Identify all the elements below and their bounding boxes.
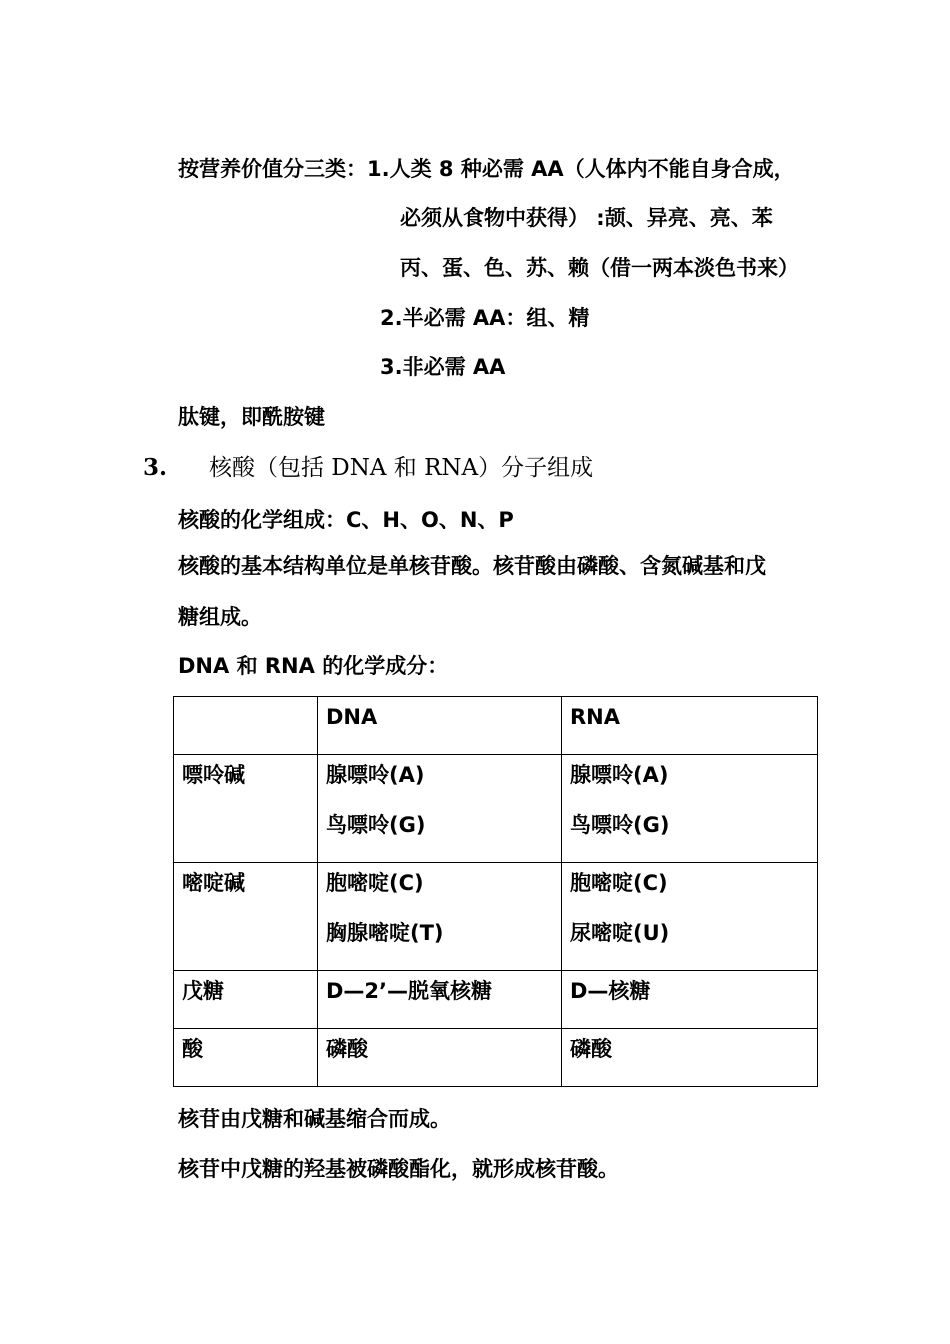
rna-cell: 腺嘌呤(A) 鸟嘌呤(G) bbox=[562, 755, 818, 863]
rna-cell: 胞嘧啶(C) 尿嘧啶(U) bbox=[562, 863, 818, 971]
chemical-composition: 核酸的化学组成：C、H、O、N、P bbox=[178, 508, 514, 532]
rna-cell: D—核糖 bbox=[562, 971, 818, 1029]
table-row bbox=[174, 755, 818, 863]
rna-cell: 磷酸 bbox=[562, 1029, 818, 1087]
classification-intro: 按营养价值分三类：1.人类 8 种必需 AA（人体内不能自身合成， bbox=[178, 157, 795, 181]
dna-rna-composition-table bbox=[173, 696, 818, 1087]
row-label: 嘌呤碱 bbox=[174, 755, 318, 863]
peptide-bond-note: 肽键，即酰胺键 bbox=[178, 405, 325, 429]
nucleotide-definition: 核苷中戊糖的羟基被磷酸酯化，就形成核苷酸。 bbox=[178, 1157, 619, 1181]
table-caption: DNA 和 RNA 的化学成分： bbox=[178, 654, 449, 678]
table-header-row bbox=[174, 697, 818, 755]
row-label: 嘧啶碱 bbox=[174, 863, 318, 971]
row-label: 戊糖 bbox=[174, 971, 318, 1029]
header-cell-rna: RNA bbox=[562, 697, 818, 755]
basic-unit-line-2: 糖组成。 bbox=[178, 605, 262, 629]
dna-cell: 腺嘌呤(A) 鸟嘌呤(G) bbox=[318, 755, 562, 863]
section-title: 核酸（包括 DNA 和 RNA）分子组成 bbox=[209, 455, 594, 481]
dna-cell: 胞嘧啶(C) 胸腺嘧啶(T) bbox=[318, 863, 562, 971]
table-row bbox=[174, 1029, 818, 1087]
header-cell-dna: DNA bbox=[318, 697, 562, 755]
semi-essential-aa: 2.半必需 AA：组、精 bbox=[380, 306, 590, 330]
essential-aa-line-2: 必须从食物中获得） :颉、异亮、亮、苯 bbox=[400, 206, 773, 230]
dna-cell: D—2’—脱氧核糖 bbox=[318, 971, 562, 1029]
non-essential-aa: 3.非必需 AA bbox=[380, 355, 506, 379]
table-row bbox=[174, 971, 818, 1029]
nucleoside-definition: 核苷由戊糖和碱基缩合而成。 bbox=[178, 1107, 451, 1131]
section-number: 3. bbox=[143, 454, 168, 481]
essential-aa-line-3: 丙、蛋、色、苏、赖（借一两本淡色书来） bbox=[400, 256, 799, 280]
dna-cell: 磷酸 bbox=[318, 1029, 562, 1087]
row-label: 酸 bbox=[174, 1029, 318, 1087]
table-row bbox=[174, 863, 818, 971]
header-cell-empty bbox=[174, 697, 318, 755]
section-3-heading bbox=[143, 453, 593, 483]
basic-unit-line-1: 核酸的基本结构单位是单核苷酸。核苷酸由磷酸、含氮碱基和戊 bbox=[178, 554, 766, 578]
